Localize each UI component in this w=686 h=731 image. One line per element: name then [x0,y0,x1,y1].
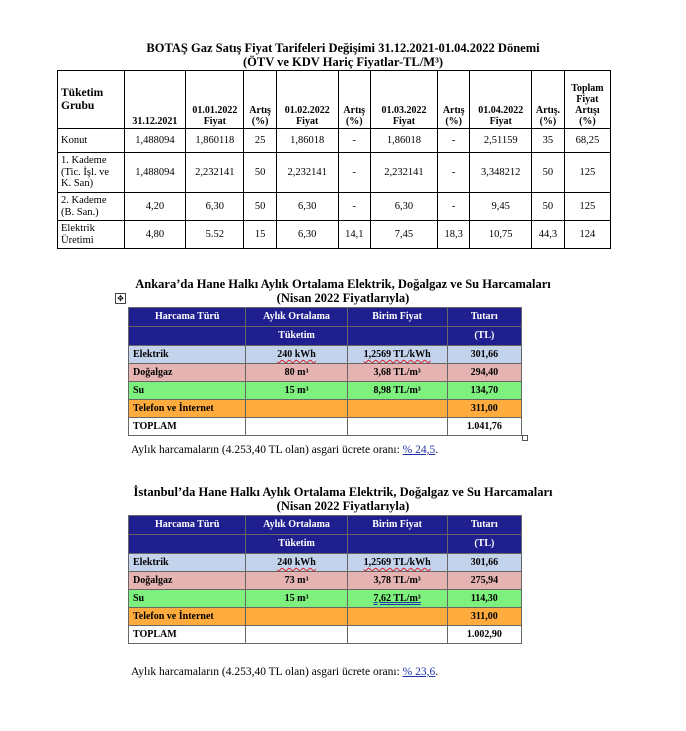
table-cell: - [437,129,469,153]
botas-tariff-table [57,70,611,249]
table-cell: 4,80 [124,221,186,249]
unit-price-value: 7,62 TL/m³ [373,593,421,604]
table-cell: - [338,153,370,193]
table-cell [347,590,447,608]
table-cell: 6,30 [186,193,244,221]
row-label: Elektrik Üretimi [58,221,125,249]
table-header-row [129,327,522,346]
ankara-title-line1: Ankara’da Hane Halkı Aylık Ortalama Elektrik, Doğalgaz ve Su Harcamaları [135,277,551,291]
row-label: 1. Kademe (Tic. İşl. ve K. San) [58,153,125,193]
row-label: Doğalgaz [129,572,246,590]
table-cell [347,418,447,436]
header-cell: 01.02.2022 Fiyat [276,71,338,129]
header-cell: Aylık Ortalama [246,308,347,327]
header-cell: (TL) [447,535,521,554]
table-cell: 1,86018 [370,129,437,153]
table-cell [246,400,347,418]
table-cell: 275,94 [447,572,521,590]
table-cell: 124 [564,221,610,249]
table-cell [246,554,347,572]
table-cell: 50 [532,153,565,193]
table-cell: 6,30 [276,193,338,221]
table-cell: 125 [564,153,610,193]
header-cell: Artış. (%) [532,71,565,129]
table-cell: 50 [532,193,565,221]
note-text: Aylık harcamaların (4.253,40 TL olan) asgari ücrete oranı: [131,444,403,456]
table-cell: 1,86018 [276,129,338,153]
table-cell [246,418,347,436]
table-cell: 9,45 [470,193,532,221]
table-cell: 1.041,76 [447,418,521,436]
table-row [129,608,522,626]
header-cell: 01.03.2022 Fiyat [370,71,437,129]
table-cell: - [437,153,469,193]
header-cell: Tüketim Grubu [58,71,125,129]
header-cell [129,535,246,554]
row-label: TOPLAM [129,626,246,644]
table-row [129,590,522,608]
header-cell: Aylık Ortalama [246,516,347,535]
table-cell: 1.002,90 [447,626,521,644]
table-cell: 294,40 [447,364,521,382]
table-cell: 134,70 [447,382,521,400]
header-cell [129,327,246,346]
header-cell: Harcama Türü [129,308,246,327]
table-header-row [58,71,611,129]
table-row [129,364,522,382]
table-cell: 125 [564,193,610,221]
table-cell: 35 [532,129,565,153]
header-cell: Tutarı [447,516,521,535]
consumption-value: 240 kWh [277,557,316,568]
table-cell: 18,3 [437,221,469,249]
ratio-percent: % 23,6 [402,666,436,678]
row-label: Su [129,590,246,608]
table-cell: 2,232141 [276,153,338,193]
note-text: Aylık harcamaların (4.253,40 TL olan) asgari ücrete oranı: [131,666,403,678]
header-cell: 01.01.2022 Fiyat [186,71,244,129]
resize-handle-icon[interactable] [522,435,528,441]
header-cell: Artış (%) [437,71,469,129]
table-cell: 44,3 [532,221,565,249]
table-row [129,400,522,418]
table-cell: 15 m³ [246,590,347,608]
consumption-value: 240 kWh [277,349,316,360]
table-row [58,221,611,249]
table-cell: 4,20 [124,193,186,221]
table-cell [246,608,347,626]
table-cell [347,400,447,418]
table-cell: 1,488094 [124,153,186,193]
istanbul-title-line1: İstanbul’da Hane Halkı Aylık Ortalama Elektrik, Doğalgaz ve Su Harcamaları [133,485,553,499]
unit-price-value: 1,2569 TL/kWh [363,557,431,568]
table-cell: 50 [244,193,276,221]
table-cell [246,346,347,364]
row-label: Elektrik [129,554,246,572]
istanbul-expense-table [128,515,522,644]
table-cell [347,608,447,626]
header-cell [347,535,447,554]
table-header-row [129,308,522,327]
table-row [129,346,522,364]
table-cell: 68,25 [564,129,610,153]
header-cell: 01.04.2022 Fiyat [470,71,532,129]
unit-price-value: 1,2569 TL/kWh [363,349,431,360]
header-cell [347,327,447,346]
row-label: Konut [58,129,125,153]
istanbul-ratio-note [131,666,438,678]
header-cell: Tutarı [447,308,521,327]
table-cell: 5.52 [186,221,244,249]
table-cell: 15 m³ [246,382,347,400]
table-cell: - [437,193,469,221]
table-row [58,153,611,193]
header-cell: Toplam Fiyat Artışı (%) [564,71,610,129]
ankara-ratio-note [131,444,438,456]
table-cell: 6,30 [370,193,437,221]
ankara-title-line2: (Nisan 2022 Fiyatlarıyla) [276,291,410,305]
table-cell: 311,00 [447,400,521,418]
table-row [129,626,522,644]
row-label: Doğalgaz [129,364,246,382]
note-end: . [435,666,439,678]
table-cell: 7,45 [370,221,437,249]
botas-title-line1: BOTAŞ Gaz Satış Fiyat Tarifeleri Değişimi 31.12.2021-01.04.2022 Dönemi [146,41,540,55]
table-cell: 3,348212 [470,153,532,193]
table-cell: 80 m³ [246,364,347,382]
table-cell: 114,30 [447,590,521,608]
table-cell: 3,78 TL/m³ [347,572,447,590]
table-cell [246,626,347,644]
table-row [58,193,611,221]
note-end: . [435,444,439,456]
table-cell: 14,1 [338,221,370,249]
table-cell [347,346,447,364]
table-cell [347,554,447,572]
table-cell [347,626,447,644]
table-header-row [129,516,522,535]
table-cell: 1,488094 [124,129,186,153]
table-cell: 10,75 [470,221,532,249]
row-label: Telefon ve İnternet [129,400,246,418]
table-cell: 25 [244,129,276,153]
row-label: TOPLAM [129,418,246,436]
table-cell: - [338,129,370,153]
table-cell: 1,860118 [186,129,244,153]
table-cell: 3,68 TL/m³ [347,364,447,382]
header-cell: Tüketim [246,535,347,554]
table-row [58,129,611,153]
table-cell: 2,232141 [370,153,437,193]
header-cell: Artış (%) [338,71,370,129]
header-cell: Tüketim [246,327,347,346]
table-cell: 15 [244,221,276,249]
row-label: Elektrik [129,346,246,364]
table-cell: 6,30 [276,221,338,249]
table-row [129,554,522,572]
table-cell: 2,51159 [470,129,532,153]
row-label: 2. Kademe (B. San.) [58,193,125,221]
botas-title-line2: (ÖTV ve KDV Hariç Fiyatlar-TL/M³) [242,55,443,69]
table-cell: 311,00 [447,608,521,626]
table-cell: 301,66 [447,346,521,364]
table-row [129,382,522,400]
header-cell: (TL) [447,327,521,346]
row-label: Su [129,382,246,400]
ratio-percent: % 24,5 [402,444,436,456]
table-cell: 2,232141 [186,153,244,193]
table-cell: 50 [244,153,276,193]
table-cell: 73 m³ [246,572,347,590]
table-row [129,418,522,436]
header-cell: Birim Fiyat [347,308,447,327]
header-cell: Harcama Türü [129,516,246,535]
row-label: Telefon ve İnternet [129,608,246,626]
header-cell: Birim Fiyat [347,516,447,535]
table-row [129,572,522,590]
table-cell: 301,66 [447,554,521,572]
table-cell: - [338,193,370,221]
istanbul-title-line2: (Nisan 2022 Fiyatlarıyla) [276,499,410,513]
table-cell: 8,98 TL/m³ [347,382,447,400]
table-header-row [129,535,522,554]
header-cell: Artış (%) [244,71,276,129]
ankara-expense-table [128,307,522,436]
header-cell: 31.12.2021 [124,71,186,129]
move-icon[interactable]: ✥ [115,293,126,304]
